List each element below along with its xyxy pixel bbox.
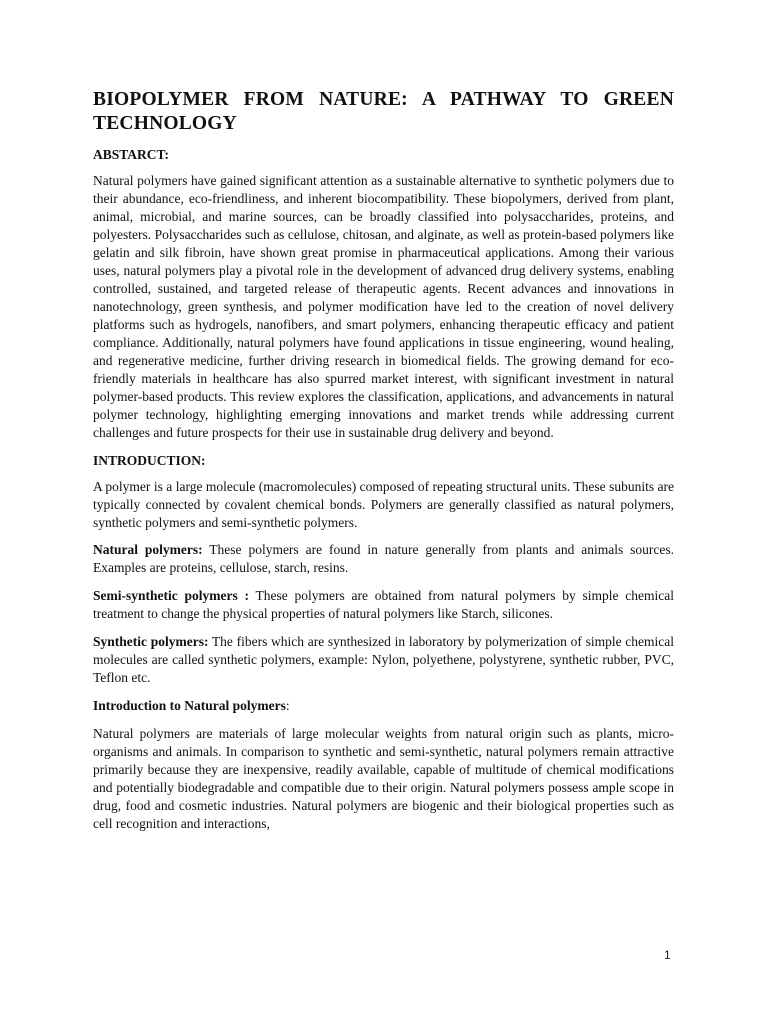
- natural-polymers-label: Natural polymers:: [93, 542, 203, 557]
- intro-natural-heading-text: Introduction to Natural polymers: [93, 698, 286, 713]
- intro-natural-paragraph: Natural polymers are materials of large molecular weights from natural origin such as plants, micro-organisms and animals. In comparison to synthetic and semi-synthetic, natural polymers remain attractive primarily because they are inexpensive, readily available, capable of multitude of chemical modifications and potentially biodegradable and compatible due to their origin. Natural polymers possess ample scope in drug, food and cosmetic industries. Natural polymers are biogenic and their biological properties such as cell recognition and interactions,: [93, 726, 674, 831]
- document-title: BIOPOLYMER FROM NATURE: A PATHWAY TO GREEN TECHNOLOGY: [93, 89, 674, 134]
- synthetic-polymers-label: Synthetic polymers:: [93, 634, 209, 649]
- semi-synthetic-polymers-paragraph: [93, 587, 674, 623]
- abstract-heading: ABSTARCT:: [93, 147, 170, 162]
- semi-synthetic-polymers-text: These polymers are obtained from natural polymers by simple chemical treatment to change the physical properties of natural polymers like Starch, silicones.: [93, 588, 674, 621]
- natural-polymers-text: These polymers are found in nature generally from plants and animals sources. Examples are proteins, cellulose, starch, resins.: [93, 542, 674, 575]
- natural-polymers-paragraph: [93, 541, 674, 577]
- introduction-heading: INTRODUCTION:: [93, 453, 206, 468]
- intro-natural-heading-colon: :: [285, 698, 290, 713]
- document-page: [93, 88, 674, 842]
- semi-synthetic-polymers-label: Semi-synthetic polymers :: [93, 588, 249, 603]
- synthetic-polymers-paragraph: [93, 633, 674, 687]
- synthetic-polymers-text: The fibers which are synthesized in laboratory by polymerization of simple chemical molecules are called synthetic polymers, example: Nylon, polyethene, polystyrene, synthetic rubber, PVC, Teflon etc.: [93, 634, 674, 685]
- intro-natural-heading: [93, 697, 674, 715]
- page-number: 1: [664, 948, 671, 962]
- abstract-paragraph: Natural polymers have gained significant attention as a sustainable alternative to synthetic polymers due to their abundance, eco-friendliness, and inherent biocompatibility. These biopolymers, derived from plant, animal, microbial, and marine sources, can be broadly classified into polysaccharides, proteins, and polyesters. Polysaccharides such as cellulose, chitosan, and alginate, as well as protein-based polymers like gelatin and silk fibroin, have shown great promise in pharmaceutical applications. Among their various uses, natural polymers play a pivotal role in the development of advanced drug delivery systems, enabling controlled, sustained, and targeted release of therapeutic agents. Recent advances and innovations in nanotechnology, green synthesis, and polymer modification have led to the creation of novel delivery platforms such as hydrogels, nanofibers, and smart polymers, enhancing therapeutic efficacy and patient compliance. Additionally, natural polymers have found applications in tissue engineering, wound healing, and regenerative medicine, further driving research in biomedical fields. The growing demand for eco-friendly materials in healthcare has also spurred market interest, with significant investment in natural polymer-based products. This review explores the classification, applications, and advancements in natural polymer technology, highlighting emerging innovations and market trends while addressing current challenges and future prospects for their use in sustainable drug delivery and beyond.: [93, 173, 674, 440]
- introduction-paragraph: A polymer is a large molecule (macromolecules) composed of repeating structural units. These subunits are typically connected by covalent chemical bonds. Polymers are generally classified as natural polymers, synthetic polymers and semi-synthetic polymers.: [93, 479, 674, 530]
